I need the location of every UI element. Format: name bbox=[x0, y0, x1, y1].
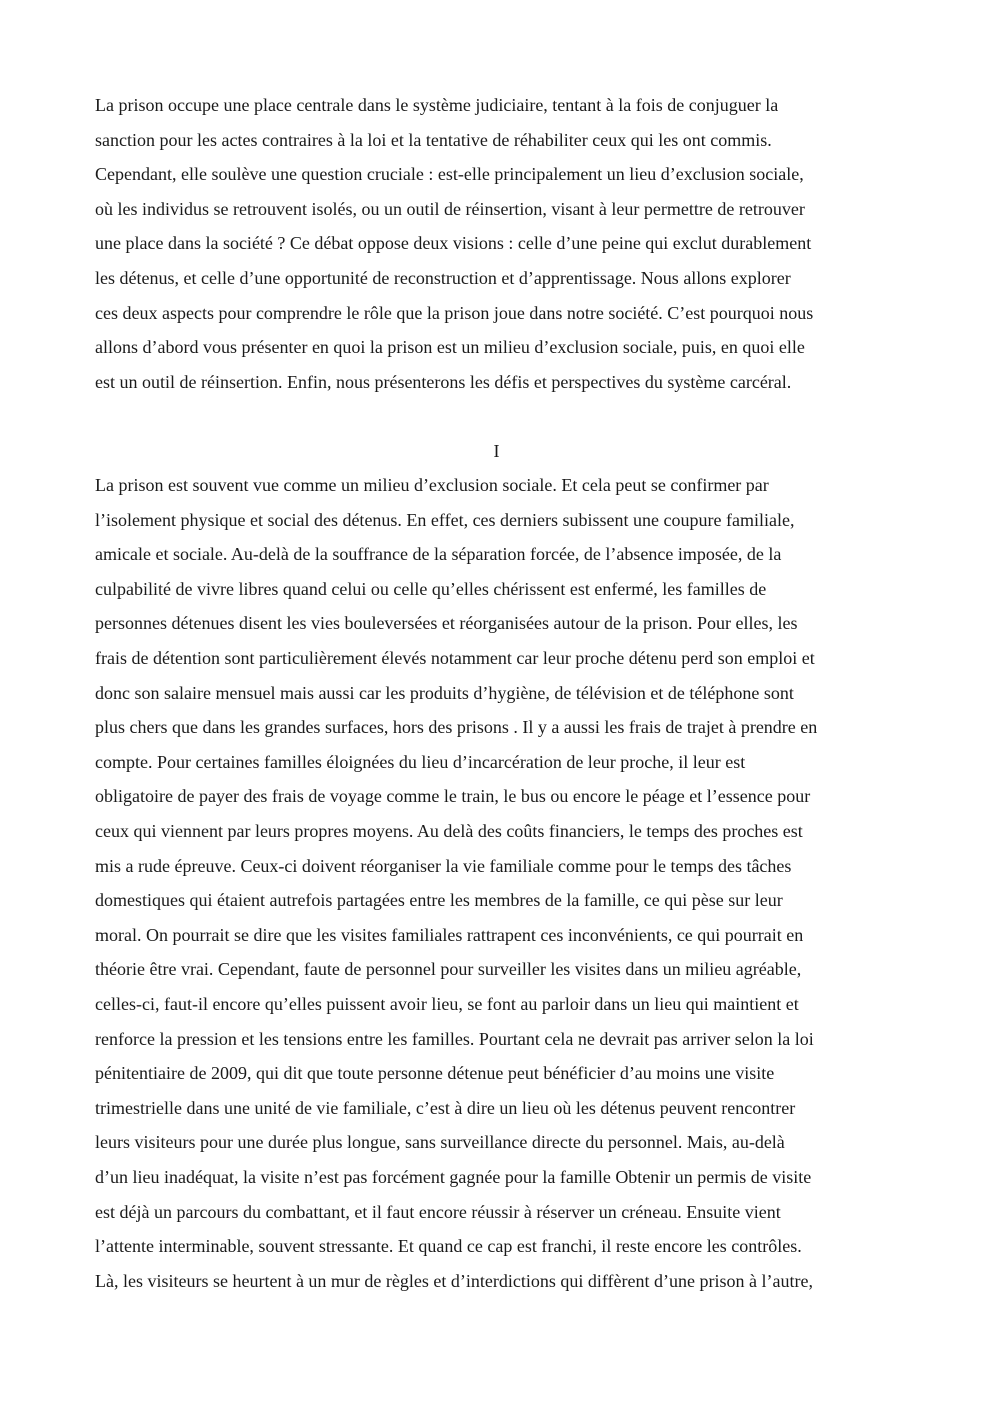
text-line: leurs visiteurs pour une durée plus longue, sans surveillance directe du personnel. Mais, au-delà bbox=[95, 1132, 785, 1153]
text-line: obligatoire de payer des frais de voyage comme le train, le bus ou encore le péage et l’essence pour bbox=[95, 786, 811, 807]
text-line: allons d’abord vous présenter en quoi la prison est un milieu d’exclusion sociale, puis, en quoi elle bbox=[95, 337, 805, 358]
text-line: compte. Pour certaines familles éloignées du lieu d’incarcération de leur proche, il leur est bbox=[95, 751, 746, 772]
text-line: théorie être vrai. Cependant, faute de personnel pour surveiller les visites dans un milieu agréable, bbox=[95, 959, 802, 980]
text-line: pénitentiaire de 2009, qui dit que toute personne détenue peut bénéficier d’au moins une visite bbox=[95, 1063, 775, 1084]
text-line: personnes détenues disent les vies bouleversées et réorganisées autour de la prison. Pour elles, les bbox=[95, 613, 798, 634]
text-line: plus chers que dans les grandes surfaces, hors des prisons . Il y a aussi les frais de trajet à prendre en bbox=[95, 717, 818, 738]
text-line: domestiques qui étaient autrefois partagées entre les membres de la famille, ce qui pèse sur leur bbox=[95, 890, 783, 911]
text-line: une place dans la société ? Ce débat oppose deux visions : celle d’une peine qui exclut durablement bbox=[95, 233, 812, 254]
text-line: culpabilité de vivre libres quand celui ou celle qu’elles chérissent est enfermé, les familles de bbox=[95, 578, 767, 599]
text-line: mis a rude épreuve. Ceux-ci doivent réorganiser la vie familiale comme pour le temps des tâches bbox=[95, 855, 792, 876]
text-line: moral. On pourrait se dire que les visites familiales rattrapent ces inconvénients, ce qui pourrait en bbox=[95, 924, 804, 945]
text-line: La prison est souvent vue comme un milieu d’exclusion sociale. Et cela peut se confirmer par bbox=[95, 475, 769, 495]
text-line: sanction pour les actes contraires à la loi et la tentative de réhabiliter ceux qui les ont commis. bbox=[95, 129, 772, 150]
text-line: frais de détention sont particulièrement élevés notamment car leur proche détenu perd son emploi et bbox=[95, 648, 815, 668]
text-line: l’isolement physique et social des détenus. En effet, ces derniers subissent une coupure familiale, bbox=[95, 509, 795, 530]
text-line: amicale et sociale. Au-delà de la souffrance de la séparation forcée, de l’absence imposée, de la bbox=[95, 544, 782, 565]
text-line: est un outil de réinsertion. Enfin, nous présenterons les défis et perspectives du système carcéral. bbox=[95, 371, 792, 392]
text-line: est déjà un parcours du combattant, et il faut encore réussir à réserver un créneau. Ensuite vient bbox=[95, 1201, 781, 1222]
text-line: les détenus, et celle d’une opportunité de reconstruction et d’apprentissage. Nous allons explorer bbox=[95, 268, 791, 288]
text-line: La prison occupe une place centrale dans le système judiciaire, tentant à la fois de conjuguer la bbox=[95, 95, 779, 115]
text-line: celles-ci, faut-il encore qu’elles puissent avoir lieu, se font au parloir dans un lieu qui maintient et bbox=[95, 994, 799, 1014]
text-line: d’un lieu inadéquat, la visite n’est pas forcément gagnée pour la famille Obtenir un permis de visite bbox=[95, 1167, 812, 1187]
text-line: Là, les visiteurs se heurtent à un mur de règles et d’interdictions qui diffèrent d’une prison à l’autre, bbox=[95, 1270, 813, 1291]
section-heading: I bbox=[493, 441, 500, 461]
text-line: Cependant, elle soulève une question cruciale : est-elle principalement un lieu d’exclusion sociale, bbox=[95, 164, 804, 185]
text-line: l’attente interminable, souvent stressante. Et quand ce cap est franchi, il reste encore les contrôles. bbox=[95, 1236, 802, 1257]
text-line: trimestrielle dans une unité de vie familiale, c’est à dire un lieu où les détenus peuvent rencontrer bbox=[95, 1097, 796, 1118]
text-line: ceux qui viennent par leurs propres moyens. Au delà des coûts financiers, le temps des proches est bbox=[95, 821, 803, 841]
text-line: où les individus se retrouvent isolés, ou un outil de réinsertion, visant à leur permettre de retrouver bbox=[95, 198, 805, 219]
text-line: ces deux aspects pour comprendre le rôle que la prison joue dans notre société. C’est pourquoi nous bbox=[95, 302, 814, 323]
text-line: donc son salaire mensuel mais aussi car les produits d’hygiène, de télévision et de téléphone sont bbox=[95, 682, 794, 703]
text-line: renforce la pression et les tensions entre les familles. Pourtant cela ne devrait pas arriver selon la loi bbox=[95, 1028, 814, 1049]
